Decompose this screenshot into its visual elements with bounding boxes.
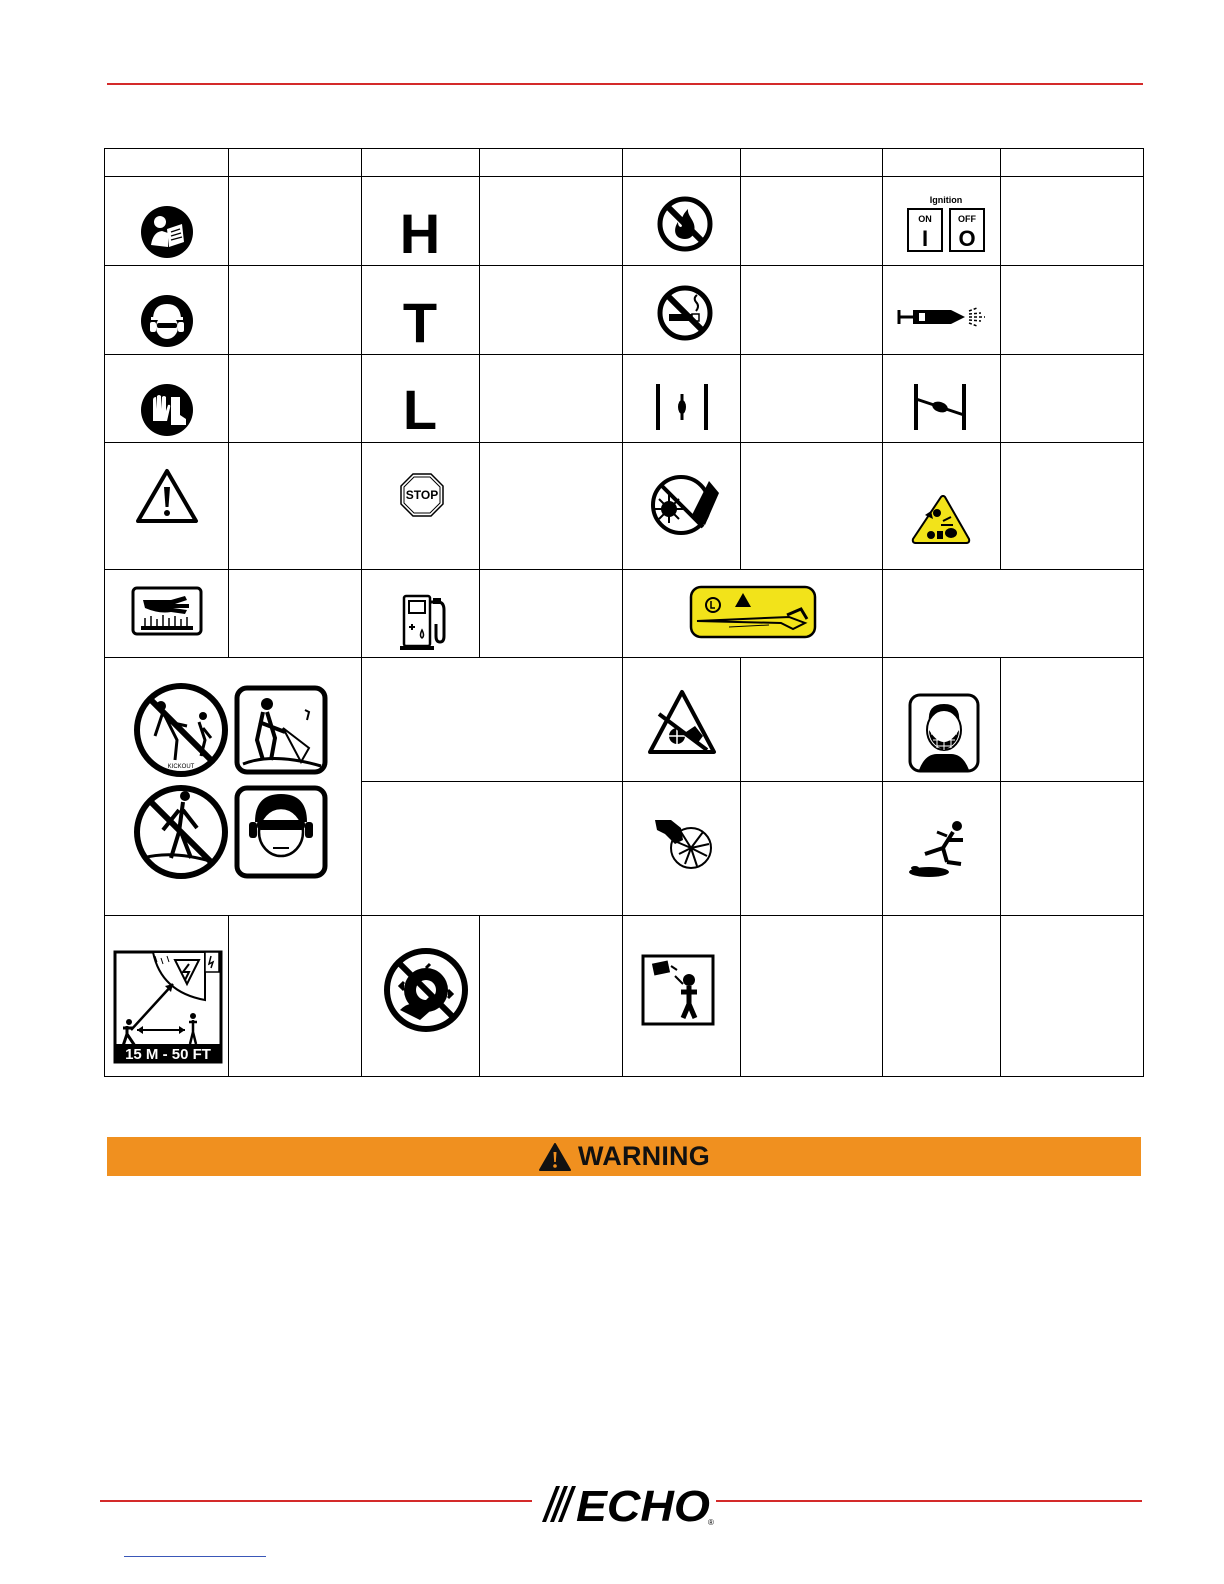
description-cell bbox=[228, 915, 362, 1077]
description-cell bbox=[740, 265, 883, 355]
description-cell bbox=[361, 657, 623, 782]
symbol-cell bbox=[882, 265, 1001, 355]
symbol-cell bbox=[104, 915, 229, 1077]
symbol-cell bbox=[882, 915, 1001, 1077]
no-saw-blade-icon bbox=[380, 948, 472, 1032]
description-cell bbox=[740, 354, 883, 443]
description-cell bbox=[479, 569, 623, 658]
symbol-cell bbox=[361, 569, 480, 658]
header-cell bbox=[622, 148, 741, 177]
description-cell bbox=[479, 265, 623, 355]
description-cell bbox=[479, 442, 623, 570]
ignition-on-symbol: I bbox=[921, 226, 929, 251]
symbol-cell bbox=[622, 265, 741, 355]
choke-l-letter: L bbox=[402, 383, 438, 433]
description-cell bbox=[740, 657, 883, 782]
thrown-objects-icon bbox=[911, 495, 971, 545]
symbol-cell-large bbox=[104, 657, 362, 916]
respirator-icon bbox=[907, 692, 981, 774]
footer-link-underline[interactable] bbox=[124, 1556, 266, 1557]
header-cell bbox=[740, 148, 883, 177]
read-manual-icon bbox=[140, 205, 194, 259]
header-cell bbox=[228, 148, 362, 177]
description-cell bbox=[228, 176, 362, 266]
description-cell bbox=[1000, 442, 1144, 570]
distance-label: 15 M - 50 FT bbox=[125, 1046, 211, 1063]
hot-surface-icon bbox=[131, 586, 203, 636]
echo-logo bbox=[536, 1482, 718, 1526]
symbol-cell bbox=[882, 354, 1001, 443]
description-cell bbox=[1000, 915, 1144, 1077]
falling-object-icon bbox=[641, 954, 715, 1026]
choke-t-letter: T bbox=[402, 296, 438, 346]
description-cell bbox=[1000, 354, 1144, 443]
bottom-red-rule-left bbox=[100, 1500, 532, 1502]
description-cell bbox=[361, 781, 623, 916]
symbol-cell bbox=[622, 915, 741, 1077]
warning-banner bbox=[107, 1137, 1141, 1176]
description-cell bbox=[740, 442, 883, 570]
no-fire-icon bbox=[656, 195, 714, 253]
description-cell bbox=[479, 915, 623, 1077]
stop-sign-text: STOP bbox=[405, 488, 439, 502]
description-cell bbox=[1000, 657, 1144, 782]
symbol-cell bbox=[622, 354, 741, 443]
fan-hand-icon bbox=[651, 816, 715, 872]
symbol-cell bbox=[622, 657, 741, 782]
symbol-cell bbox=[622, 781, 741, 916]
description-cell bbox=[228, 442, 362, 570]
ignition-on-label: ON bbox=[918, 214, 932, 224]
symbol-cell bbox=[882, 781, 1001, 916]
kickout-icon bbox=[133, 682, 329, 882]
description-cell bbox=[228, 569, 362, 658]
no-smoking-icon bbox=[656, 284, 714, 342]
ignition-off-label: OFF bbox=[958, 214, 976, 224]
symbol-cell bbox=[361, 265, 480, 355]
shaft-warning-decal-icon bbox=[689, 585, 817, 639]
gloves-boots-icon bbox=[140, 383, 194, 437]
rotating-blade-icon bbox=[647, 688, 717, 758]
description-cell bbox=[479, 354, 623, 443]
description-cell bbox=[882, 569, 1144, 658]
kickout-label: KICKOUT bbox=[167, 764, 195, 770]
description-cell bbox=[1000, 176, 1144, 266]
ignition-switch-icon bbox=[905, 191, 987, 255]
header-cell bbox=[1000, 148, 1144, 177]
symbol-cell bbox=[104, 354, 229, 443]
description-cell bbox=[228, 265, 362, 355]
choke-h-letter: H bbox=[399, 207, 441, 257]
symbol-cell bbox=[361, 442, 480, 570]
warning-label: WARNING bbox=[578, 1141, 710, 1171]
description-cell bbox=[740, 176, 883, 266]
choke-t-icon bbox=[398, 296, 442, 346]
header-cell bbox=[479, 148, 623, 177]
registered-mark: ® bbox=[708, 1518, 714, 1526]
warning-triangle-icon bbox=[135, 467, 199, 525]
stop-sign-icon bbox=[399, 472, 445, 518]
symbol-cell bbox=[882, 176, 1001, 266]
symbol-cell-wide bbox=[622, 569, 883, 658]
ignition-title: Ignition bbox=[929, 195, 963, 205]
description-cell bbox=[1000, 781, 1144, 916]
symbol-cell bbox=[361, 354, 480, 443]
ignition-off-symbol: O bbox=[958, 226, 976, 251]
top-red-rule bbox=[107, 83, 1143, 85]
no-blade-contact-icon bbox=[647, 473, 721, 537]
choke-h-icon bbox=[398, 207, 442, 257]
symbol-cell bbox=[104, 569, 229, 658]
symbol-cell bbox=[104, 442, 229, 570]
symbol-cell bbox=[361, 915, 480, 1077]
symbol-cell bbox=[622, 442, 741, 570]
header-cell bbox=[104, 148, 229, 177]
symbol-cell bbox=[882, 657, 1001, 782]
choke-closed-icon bbox=[911, 380, 969, 434]
header-cell bbox=[361, 148, 480, 177]
symbol-cell bbox=[622, 176, 741, 266]
bottom-red-rule-right bbox=[716, 1500, 1142, 1502]
primer-syringe-icon bbox=[897, 302, 989, 332]
symbol-cell bbox=[882, 442, 1001, 570]
choke-l-icon bbox=[398, 383, 442, 433]
description-cell bbox=[479, 176, 623, 266]
electrocution-distance-icon bbox=[113, 950, 223, 1064]
description-cell bbox=[740, 915, 883, 1077]
symbol-cell bbox=[361, 176, 480, 266]
description-cell bbox=[1000, 265, 1144, 355]
slip-hazard-icon bbox=[907, 818, 973, 880]
header-cell bbox=[882, 148, 1001, 177]
echo-logo-text: ECHO bbox=[576, 1482, 710, 1526]
warning-triangle-icon bbox=[538, 1142, 572, 1172]
description-cell bbox=[740, 781, 883, 916]
symbol-cell bbox=[104, 265, 229, 355]
symbol-cell bbox=[104, 176, 229, 266]
choke-open-icon bbox=[653, 380, 711, 434]
fuel-pump-icon bbox=[400, 592, 448, 652]
description-cell bbox=[228, 354, 362, 443]
head-eye-ear-protection-icon bbox=[140, 294, 194, 348]
